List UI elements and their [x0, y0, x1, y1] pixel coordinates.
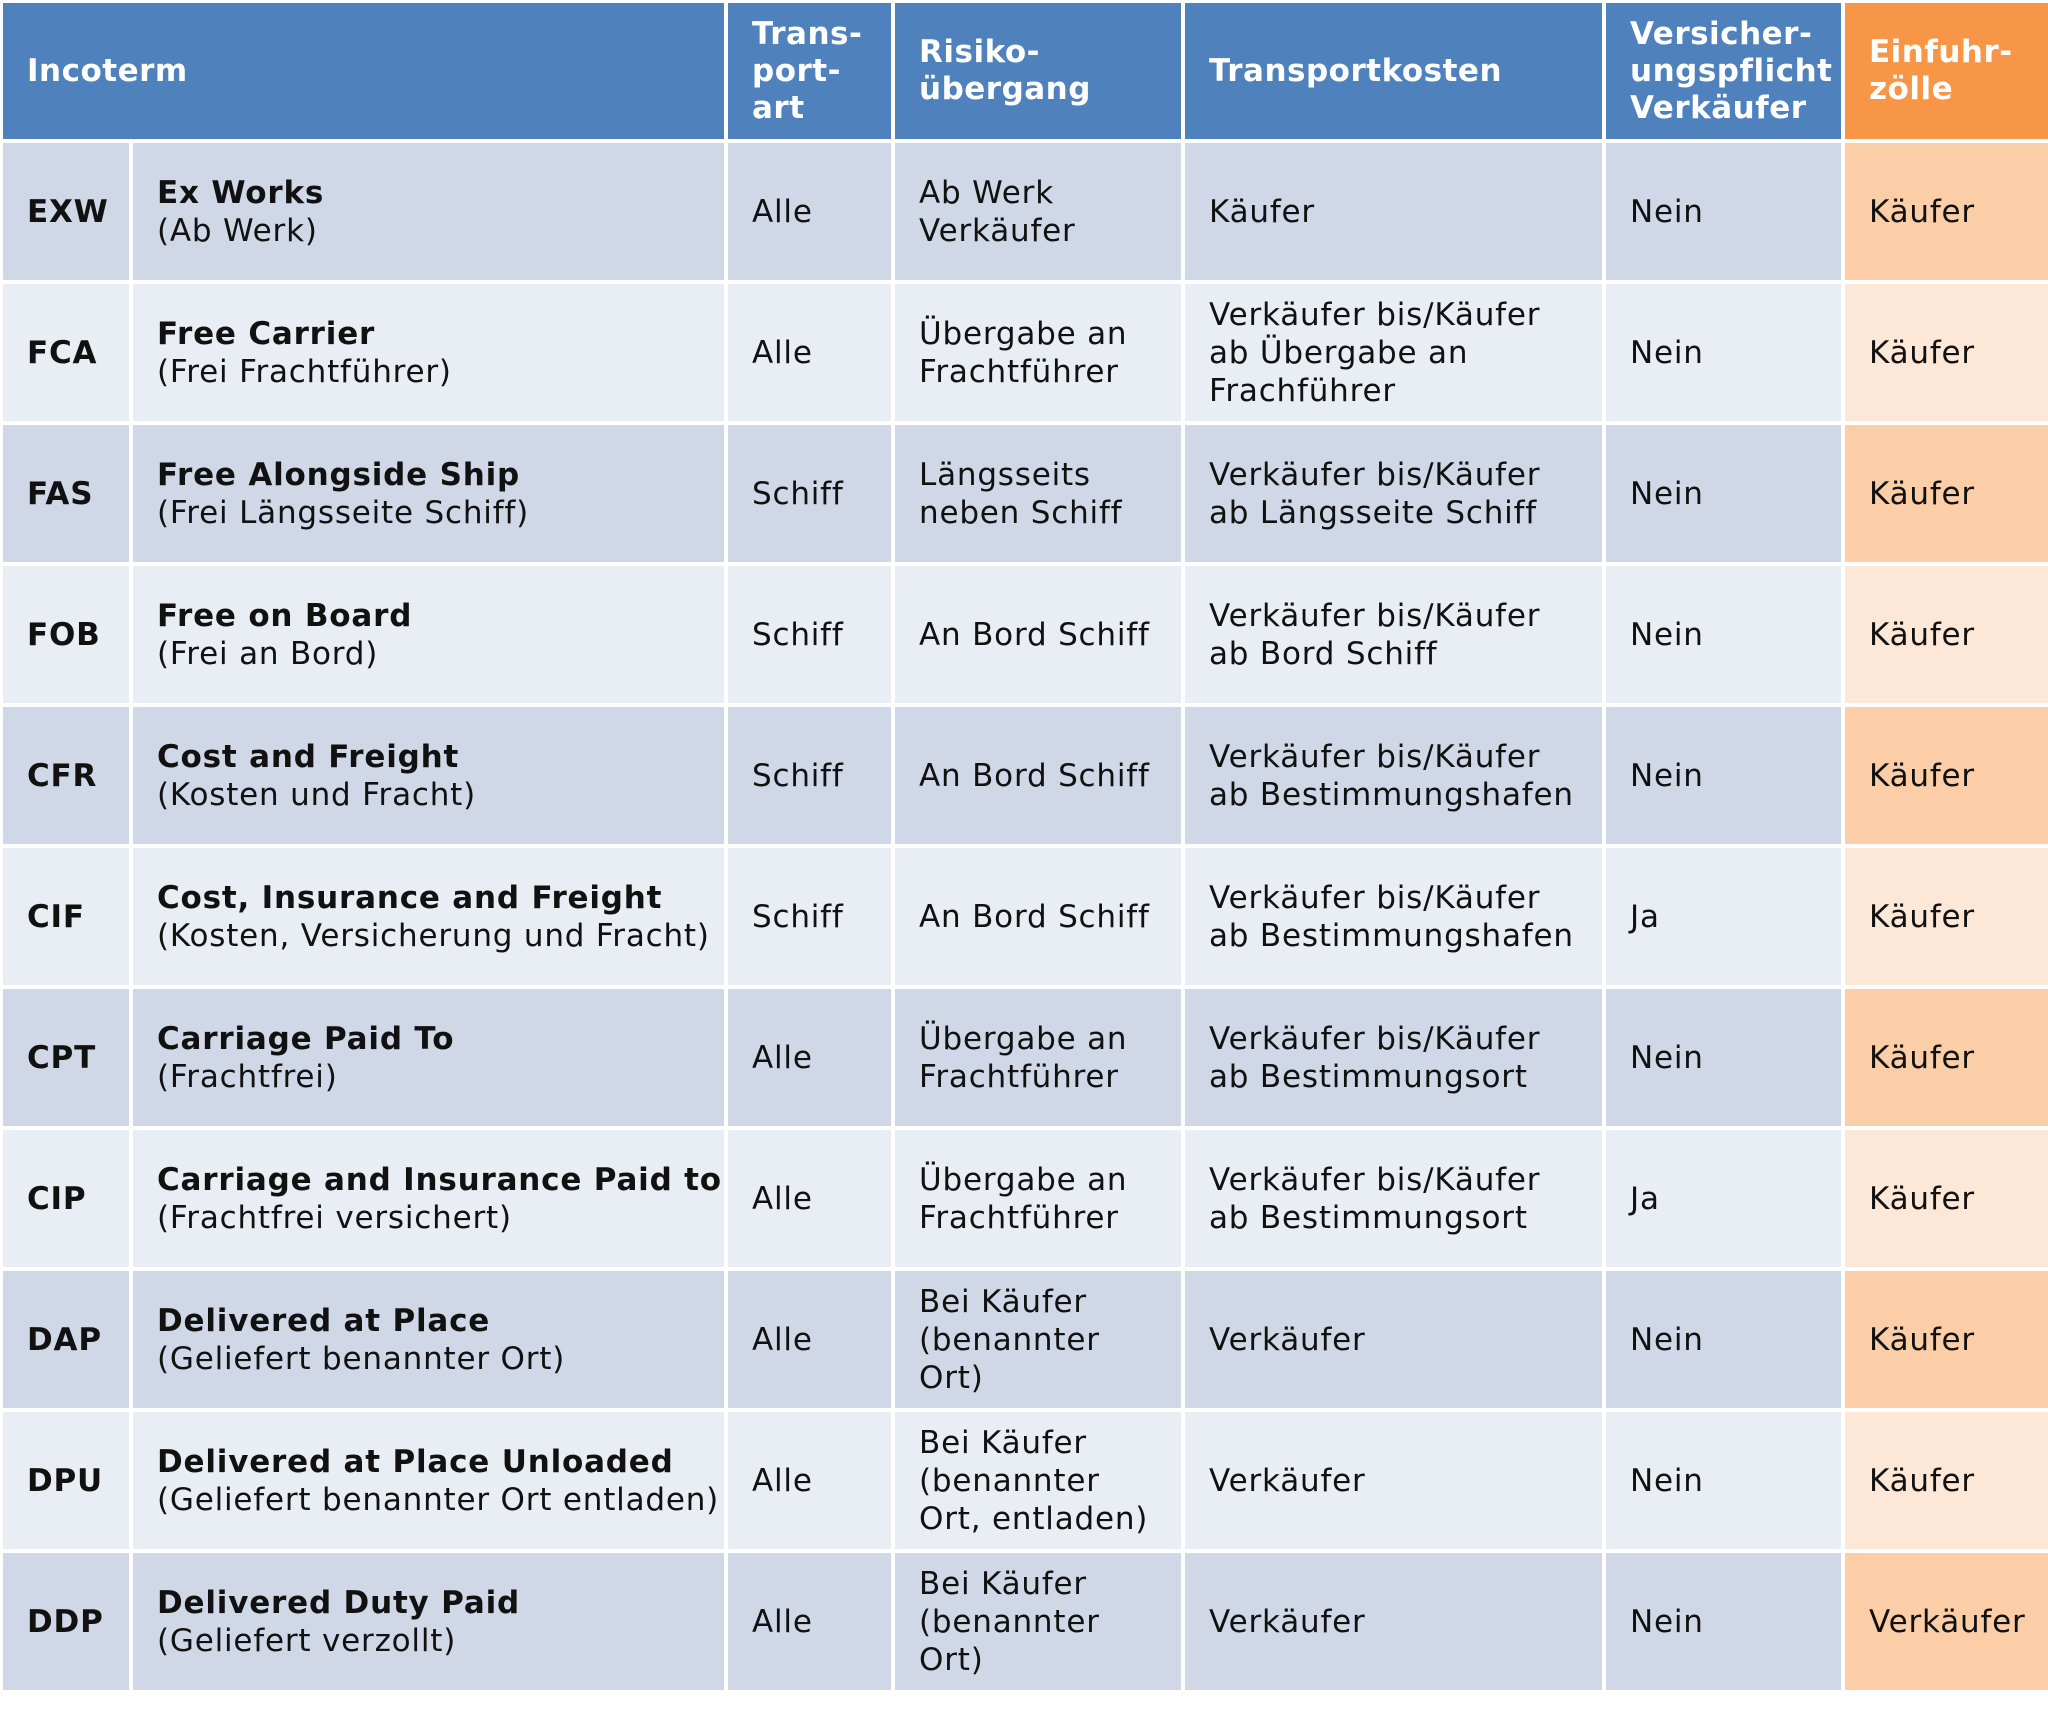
- risikouebergang-cell: [895, 989, 1181, 1126]
- einfuhrzoelle-value: Käufer: [1869, 1321, 1975, 1358]
- incoterm-name-de: (Kosten, Versicherung und Fracht): [157, 917, 710, 954]
- transportkosten-line: ab Bord Schiff: [1209, 635, 1438, 672]
- incoterm-name-cell: [133, 1271, 724, 1408]
- einfuhrzoelle-value: Käufer: [1869, 334, 1975, 371]
- incoterm-name-en: Cost, Insurance and Freight: [157, 879, 663, 916]
- transportkosten-line: Verkäufer bis/Käufer: [1209, 879, 1541, 916]
- risikouebergang-line: Ort): [919, 1359, 984, 1396]
- transportkosten-line: Verkäufer bis/Käufer: [1209, 456, 1541, 493]
- transportart-value: Alle: [752, 1039, 813, 1076]
- incoterm-name-en: Delivered at Place Unloaded: [157, 1443, 674, 1480]
- risikouebergang-cell: [895, 284, 1181, 421]
- einfuhrzoelle-cell: [1845, 1412, 2048, 1549]
- einfuhrzoelle-cell: [1845, 284, 2048, 421]
- incoterm-code-cell: [3, 848, 129, 985]
- transportkosten-line: ab Längsseite Schiff: [1209, 494, 1537, 531]
- risikouebergang-line: Längsseits: [919, 456, 1091, 493]
- versicherungspflicht-cell: [1606, 1553, 1841, 1690]
- transportkosten-line: Verkäufer bis/Käufer: [1209, 738, 1541, 775]
- transportkosten-line: Verkäufer: [1209, 1321, 1366, 1358]
- transportkosten-cell: [1185, 1553, 1602, 1690]
- incoterm-name-cell: [133, 143, 724, 280]
- einfuhrzoelle-value: Käufer: [1869, 757, 1975, 794]
- versicherungspflicht-value: Ja: [1630, 898, 1660, 935]
- transportart-cell: [728, 1553, 891, 1690]
- transportart-value: Schiff: [752, 757, 844, 794]
- incoterm-code-cell: [3, 284, 129, 421]
- versicherungspflicht-value: Ja: [1630, 1180, 1660, 1217]
- incoterm-code: DPU: [27, 1462, 104, 1499]
- header-versicherungspflicht-line: Versicher-: [1630, 15, 1813, 52]
- incoterm-name-de: (Kosten und Fracht): [157, 776, 477, 813]
- versicherungspflicht-cell: [1606, 425, 1841, 562]
- incoterm-code: CIF: [27, 898, 85, 935]
- risikouebergang-line: Frachtführer: [919, 353, 1119, 390]
- transportkosten-cell: [1185, 707, 1602, 844]
- versicherungspflicht-cell: [1606, 848, 1841, 985]
- versicherungspflicht-value: Nein: [1630, 1603, 1704, 1640]
- incoterm-code-cell: [3, 1130, 129, 1267]
- transportkosten-line: Verkäufer bis/Käufer: [1209, 296, 1541, 333]
- transportkosten-cell: [1185, 989, 1602, 1126]
- incoterm-code-cell: [3, 143, 129, 280]
- transportkosten-cell: [1185, 143, 1602, 280]
- transportkosten-line: Verkäufer bis/Käufer: [1209, 597, 1541, 634]
- transportart-cell: [728, 284, 891, 421]
- transportkosten-line: Verkäufer bis/Käufer: [1209, 1020, 1541, 1057]
- transportkosten-line: Verkäufer: [1209, 1462, 1366, 1499]
- risikouebergang-line: Ort, entladen): [919, 1500, 1149, 1537]
- incoterm-code-cell: [3, 989, 129, 1126]
- header-risikouebergang-line: übergang: [919, 71, 1091, 107]
- transportkosten-cell: [1185, 425, 1602, 562]
- versicherungspflicht-cell: [1606, 707, 1841, 844]
- incoterm-name-en: Free Alongside Ship: [157, 456, 520, 493]
- transportart-cell: [728, 1271, 891, 1408]
- incoterm-code-cell: [3, 1271, 129, 1408]
- einfuhrzoelle-value: Käufer: [1869, 1180, 1975, 1217]
- risikouebergang-line: Übergabe an: [919, 1020, 1128, 1057]
- risikouebergang-line: An Bord Schiff: [919, 616, 1150, 653]
- incoterm-name-de: (Frei Frachtführer): [157, 353, 452, 390]
- header-transportart-line: Trans-: [752, 15, 863, 52]
- header-versicherungspflicht: [1606, 3, 1841, 139]
- einfuhrzoelle-cell: [1845, 143, 2048, 280]
- versicherungspflicht-cell: [1606, 1130, 1841, 1267]
- einfuhrzoelle-cell: [1845, 566, 2048, 703]
- incoterm-code: CFR: [27, 757, 98, 794]
- header-einfuhrzoelle-line: Einfuhr-: [1869, 34, 2013, 70]
- incoterm-code: DDP: [27, 1603, 104, 1640]
- risikouebergang-cell: [895, 425, 1181, 562]
- incoterm-code: FAS: [27, 475, 94, 512]
- incoterm-name-cell: [133, 707, 724, 844]
- transportkosten-line: ab Bestimmungsort: [1209, 1199, 1528, 1236]
- incoterm-code-cell: [3, 1412, 129, 1549]
- transportart-value: Schiff: [752, 898, 844, 935]
- transportkosten-cell: [1185, 566, 1602, 703]
- transportkosten-line: Verkäufer: [1209, 1603, 1366, 1640]
- risikouebergang-cell: [895, 1553, 1181, 1690]
- risikouebergang-cell: [895, 566, 1181, 703]
- header-transportart: [728, 3, 891, 139]
- risikouebergang-line: Übergabe an: [919, 315, 1128, 352]
- incoterm-name-de: (Geliefert benannter Ort entladen): [157, 1481, 720, 1518]
- transportkosten-cell: [1185, 1412, 1602, 1549]
- risikouebergang-line: (benannter: [919, 1603, 1100, 1640]
- einfuhrzoelle-value: Käufer: [1869, 475, 1975, 512]
- risikouebergang-line: Frachtführer: [919, 1199, 1119, 1236]
- incoterm-name-en: Cost and Freight: [157, 738, 460, 775]
- incoterm-name-de: (Frachtfrei versichert): [157, 1199, 512, 1236]
- einfuhrzoelle-value: Verkäufer: [1869, 1603, 2026, 1640]
- versicherungspflicht-value: Nein: [1630, 193, 1704, 230]
- transportkosten-line: Verkäufer bis/Käufer: [1209, 1161, 1541, 1198]
- risikouebergang-line: Ort): [919, 1641, 984, 1678]
- incoterm-name-en: Free Carrier: [157, 315, 376, 352]
- risikouebergang-line: An Bord Schiff: [919, 898, 1150, 935]
- risikouebergang-line: Frachtführer: [919, 1058, 1119, 1095]
- incoterm-code: CPT: [27, 1039, 97, 1076]
- header-versicherungspflicht-line: Verkäufer: [1630, 89, 1807, 126]
- versicherungspflicht-value: Nein: [1630, 616, 1704, 653]
- header-einfuhrzoelle-line: zölle: [1869, 71, 1954, 107]
- versicherungspflicht-value: Nein: [1630, 334, 1704, 371]
- risikouebergang-line: neben Schiff: [919, 494, 1123, 531]
- incoterm-code: EXW: [27, 193, 109, 230]
- incoterm-code: FOB: [27, 616, 101, 653]
- transportart-cell: [728, 707, 891, 844]
- versicherungspflicht-cell: [1606, 1271, 1841, 1408]
- header-transportart-line: port-: [752, 52, 841, 89]
- versicherungspflicht-cell: [1606, 989, 1841, 1126]
- header-transportart-line: art: [752, 89, 805, 126]
- transportart-value: Alle: [752, 1180, 813, 1217]
- transportart-value: Alle: [752, 1321, 813, 1358]
- transportkosten-line: ab Bestimmungsort: [1209, 1058, 1528, 1095]
- incoterm-name-cell: [133, 425, 724, 562]
- incoterm-name-de: (Frei an Bord): [157, 635, 379, 672]
- transportkosten-line: ab Bestimmungshafen: [1209, 917, 1574, 954]
- header-versicherungspflicht-line: ungspflicht: [1630, 52, 1833, 89]
- transportart-cell: [728, 848, 891, 985]
- einfuhrzoelle-cell: [1845, 425, 2048, 562]
- risikouebergang-line: Ab Werk: [919, 174, 1054, 211]
- incoterm-name-de: (Ab Werk): [157, 212, 318, 249]
- risikouebergang-line: Übergabe an: [919, 1161, 1128, 1198]
- risikouebergang-cell: [895, 707, 1181, 844]
- incoterm-name-de: (Geliefert verzollt): [157, 1622, 457, 1659]
- incoterm-name-en: Carriage and Insurance Paid to: [157, 1161, 722, 1198]
- versicherungspflicht-value: Nein: [1630, 1321, 1704, 1358]
- header-transportkosten-label: Transportkosten: [1209, 52, 1503, 89]
- header-transportkosten: [1185, 3, 1602, 139]
- risikouebergang-cell: [895, 848, 1181, 985]
- einfuhrzoelle-value: Käufer: [1869, 898, 1975, 935]
- risikouebergang-line: Bei Käufer: [919, 1565, 1087, 1602]
- versicherungspflicht-cell: [1606, 566, 1841, 703]
- transportart-value: Schiff: [752, 475, 844, 512]
- incoterm-name-en: Ex Works: [157, 174, 325, 211]
- transportkosten-cell: [1185, 1130, 1602, 1267]
- risikouebergang-line: An Bord Schiff: [919, 757, 1150, 794]
- transportart-value: Alle: [752, 1603, 813, 1640]
- einfuhrzoelle-cell: [1845, 989, 2048, 1126]
- transportkosten-cell: [1185, 284, 1602, 421]
- transportart-cell: [728, 1412, 891, 1549]
- incoterm-code-cell: [3, 1553, 129, 1690]
- einfuhrzoelle-cell: [1845, 1130, 2048, 1267]
- incoterm-code-cell: [3, 425, 129, 562]
- einfuhrzoelle-value: Käufer: [1869, 1462, 1975, 1499]
- einfuhrzoelle-cell: [1845, 1271, 2048, 1408]
- versicherungspflicht-cell: [1606, 284, 1841, 421]
- transportart-cell: [728, 143, 891, 280]
- transportkosten-line: ab Bestimmungshafen: [1209, 776, 1574, 813]
- risikouebergang-line: (benannter: [919, 1321, 1100, 1358]
- transportart-cell: [728, 566, 891, 703]
- einfuhrzoelle-value: Käufer: [1869, 193, 1975, 230]
- incoterm-name-cell: [133, 566, 724, 703]
- transportkosten-line: Frachführer: [1209, 372, 1396, 409]
- header-incoterm-label: Incoterm: [27, 52, 188, 89]
- transportart-value: Alle: [752, 193, 813, 230]
- incoterm-name-cell: [133, 848, 724, 985]
- transportkosten-line: Käufer: [1209, 193, 1315, 230]
- versicherungspflicht-cell: [1606, 1412, 1841, 1549]
- incoterm-name-cell: [133, 1130, 724, 1267]
- risikouebergang-line: Verkäufer: [919, 212, 1076, 249]
- risikouebergang-cell: [895, 1412, 1181, 1549]
- incoterm-name-cell: [133, 989, 724, 1126]
- incoterm-name-en: Delivered at Place: [157, 1302, 491, 1339]
- incoterm-name-en: Delivered Duty Paid: [157, 1584, 520, 1621]
- versicherungspflicht-value: Nein: [1630, 1462, 1704, 1499]
- header-einfuhrzoelle: [1845, 3, 2048, 139]
- incoterm-name-de: (Geliefert benannter Ort): [157, 1340, 566, 1377]
- header-risikouebergang-line: Risiko-: [919, 34, 1041, 70]
- incoterm-name-en: Carriage Paid To: [157, 1020, 455, 1057]
- risikouebergang-cell: [895, 1271, 1181, 1408]
- transportkosten-cell: [1185, 848, 1602, 985]
- versicherungspflicht-value: Nein: [1630, 757, 1704, 794]
- incoterm-name-cell: [133, 1412, 724, 1549]
- incoterm-name-de: (Frachtfrei): [157, 1058, 338, 1095]
- einfuhrzoelle-cell: [1845, 1553, 2048, 1690]
- incoterm-code: FCA: [27, 334, 98, 371]
- header-risikouebergang: [895, 3, 1181, 139]
- transportart-cell: [728, 1130, 891, 1267]
- incoterm-code-cell: [3, 566, 129, 703]
- einfuhrzoelle-cell: [1845, 848, 2048, 985]
- header-incoterm: [3, 3, 724, 139]
- incoterm-name-en: Free on Board: [157, 597, 413, 634]
- transportart-value: Schiff: [752, 616, 844, 653]
- incoterm-code: CIP: [27, 1180, 87, 1217]
- incoterm-name-cell: [133, 284, 724, 421]
- incoterm-code-cell: [3, 707, 129, 844]
- incoterms-table: [3, 3, 2045, 1690]
- risikouebergang-cell: [895, 1130, 1181, 1267]
- transportart-cell: [728, 425, 891, 562]
- versicherungspflicht-cell: [1606, 143, 1841, 280]
- transportart-value: Alle: [752, 334, 813, 371]
- versicherungspflicht-value: Nein: [1630, 1039, 1704, 1076]
- einfuhrzoelle-cell: [1845, 707, 2048, 844]
- incoterm-code: DAP: [27, 1321, 102, 1358]
- risikouebergang-line: (benannter: [919, 1462, 1100, 1499]
- risikouebergang-line: Bei Käufer: [919, 1283, 1087, 1320]
- incoterm-name-cell: [133, 1553, 724, 1690]
- risikouebergang-line: Bei Käufer: [919, 1424, 1087, 1461]
- incoterm-name-de: (Frei Längsseite Schiff): [157, 494, 530, 531]
- transportkosten-cell: [1185, 1271, 1602, 1408]
- transportart-value: Alle: [752, 1462, 813, 1499]
- versicherungspflicht-value: Nein: [1630, 475, 1704, 512]
- einfuhrzoelle-value: Käufer: [1869, 616, 1975, 653]
- transportart-cell: [728, 989, 891, 1126]
- risikouebergang-cell: [895, 143, 1181, 280]
- einfuhrzoelle-value: Käufer: [1869, 1039, 1975, 1076]
- transportkosten-line: ab Übergabe an: [1209, 334, 1469, 371]
